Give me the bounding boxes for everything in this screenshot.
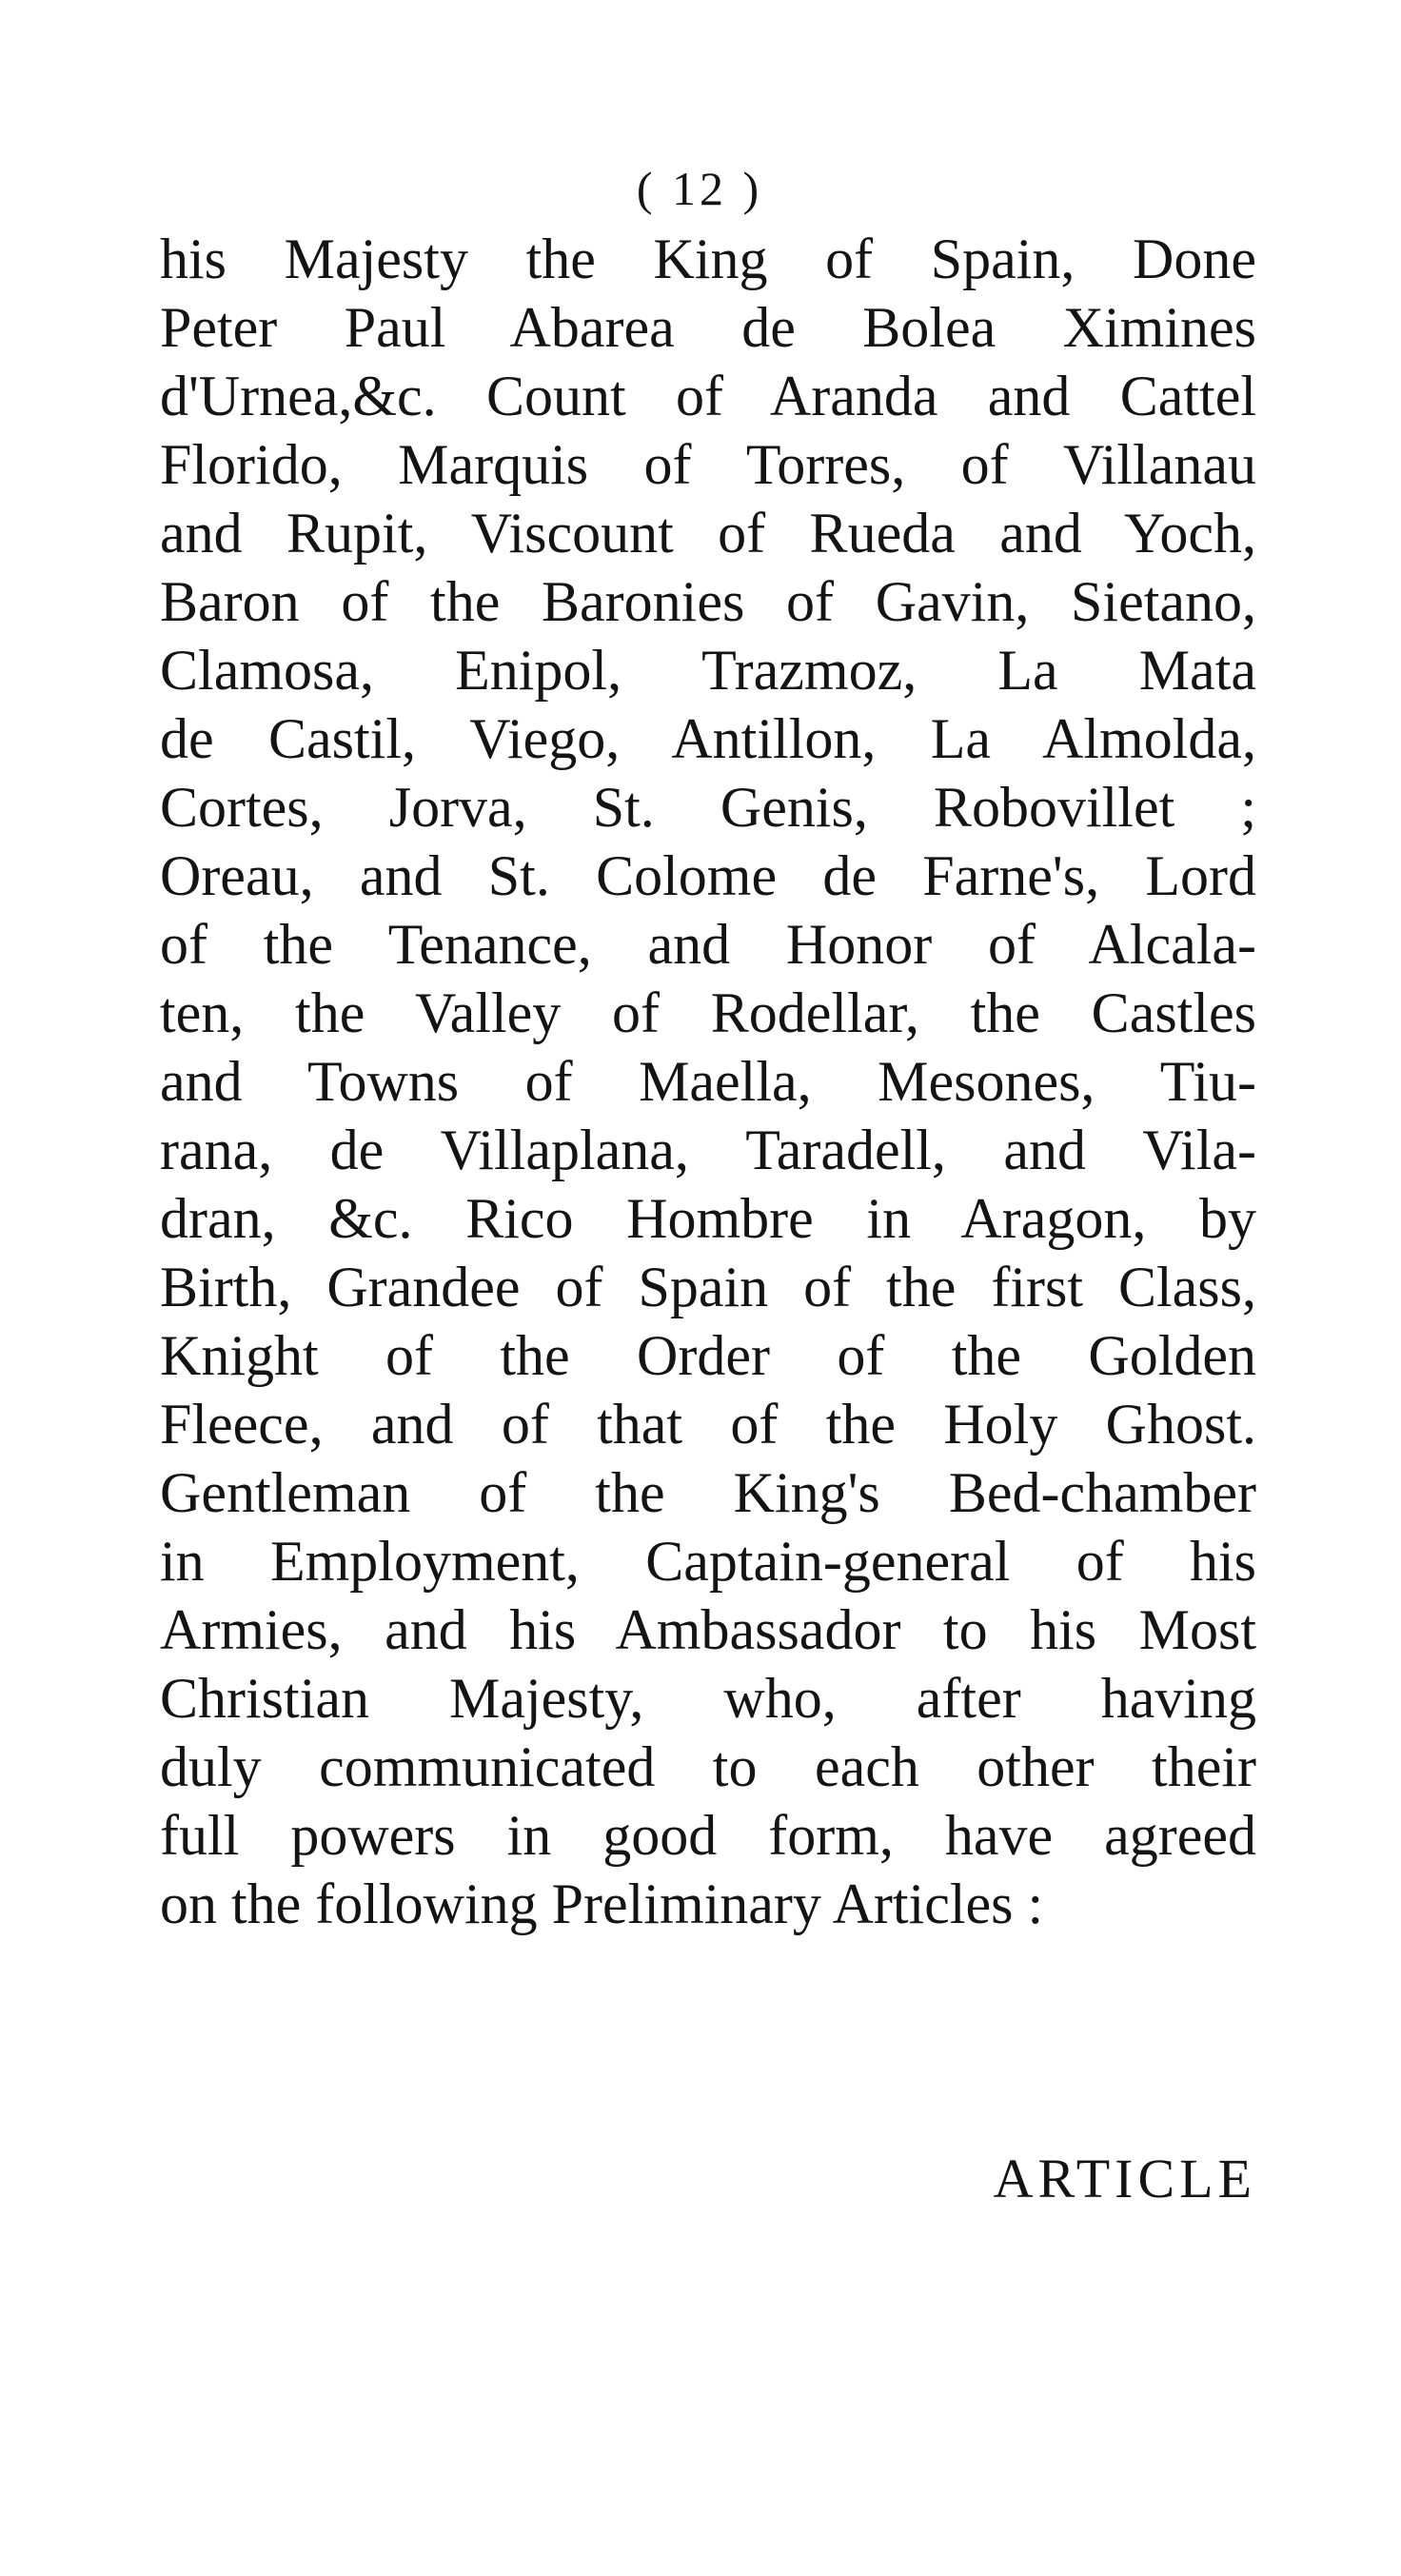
text-line: de Castil, Viego, Antillon, La Almolda, (160, 707, 1256, 770)
text-line: in Employment, Captain-general of his (160, 1530, 1256, 1593)
text-line: dran, &c. Rico Hombre in Aragon, by (160, 1187, 1256, 1250)
text-line: d'Urnea,&c. Count of Aranda and Cattel (160, 365, 1256, 427)
text-line: duly communicated to each other their (160, 1735, 1256, 1798)
text-line: Peter Paul Abarea de Bolea Ximines (160, 296, 1256, 359)
text-line: ten, the Valley of Rodellar, the Castles (160, 981, 1256, 1044)
text-line: and Towns of Maella, Mesones, Tiu- (160, 1050, 1256, 1113)
text-line: Cortes, Jorva, St. Genis, Robovillet ; (160, 776, 1256, 839)
catchword: ARTICLE (993, 2148, 1256, 2209)
text-line: Clamosa, Enipol, Trazmoz, La Mata (160, 639, 1256, 702)
text-line: Knight of the Order of the Golden (160, 1324, 1256, 1387)
text-line: Fleece, and of that of the Holy Ghost. (160, 1393, 1256, 1456)
text-line: rana, de Villaplana, Taradell, and Vila- (160, 1119, 1256, 1181)
page-number: ( 12 ) (636, 162, 763, 215)
text-line: Oreau, and St. Colome de Farne's, Lord (160, 844, 1256, 907)
text-line: Birth, Grandee of Spain of the first Class, (160, 1256, 1256, 1318)
text-line: of the Tenance, and Honor of Alcala- (160, 913, 1256, 976)
text-line: and Rupit, Viscount of Rueda and Yoch, (160, 502, 1256, 565)
text-line: Christian Majesty, who, after having (160, 1667, 1256, 1730)
text-line-last: on the following Preliminary Articles : (160, 1873, 1044, 1935)
text-line: Armies, and his Ambassador to his Most (160, 1598, 1256, 1661)
text-line: Gentleman of the King's Bed-chamber (160, 1461, 1256, 1524)
text-line: Florido, Marquis of Torres, of Villanau (160, 433, 1256, 496)
text-line: his Majesty the King of Spain, Done (160, 228, 1256, 290)
text-line: full powers in good form, have agreed (160, 1804, 1256, 1867)
text-line: Baron of the Baronies of Gavin, Sietano, (160, 570, 1256, 633)
body-text (160, 225, 1256, 1938)
